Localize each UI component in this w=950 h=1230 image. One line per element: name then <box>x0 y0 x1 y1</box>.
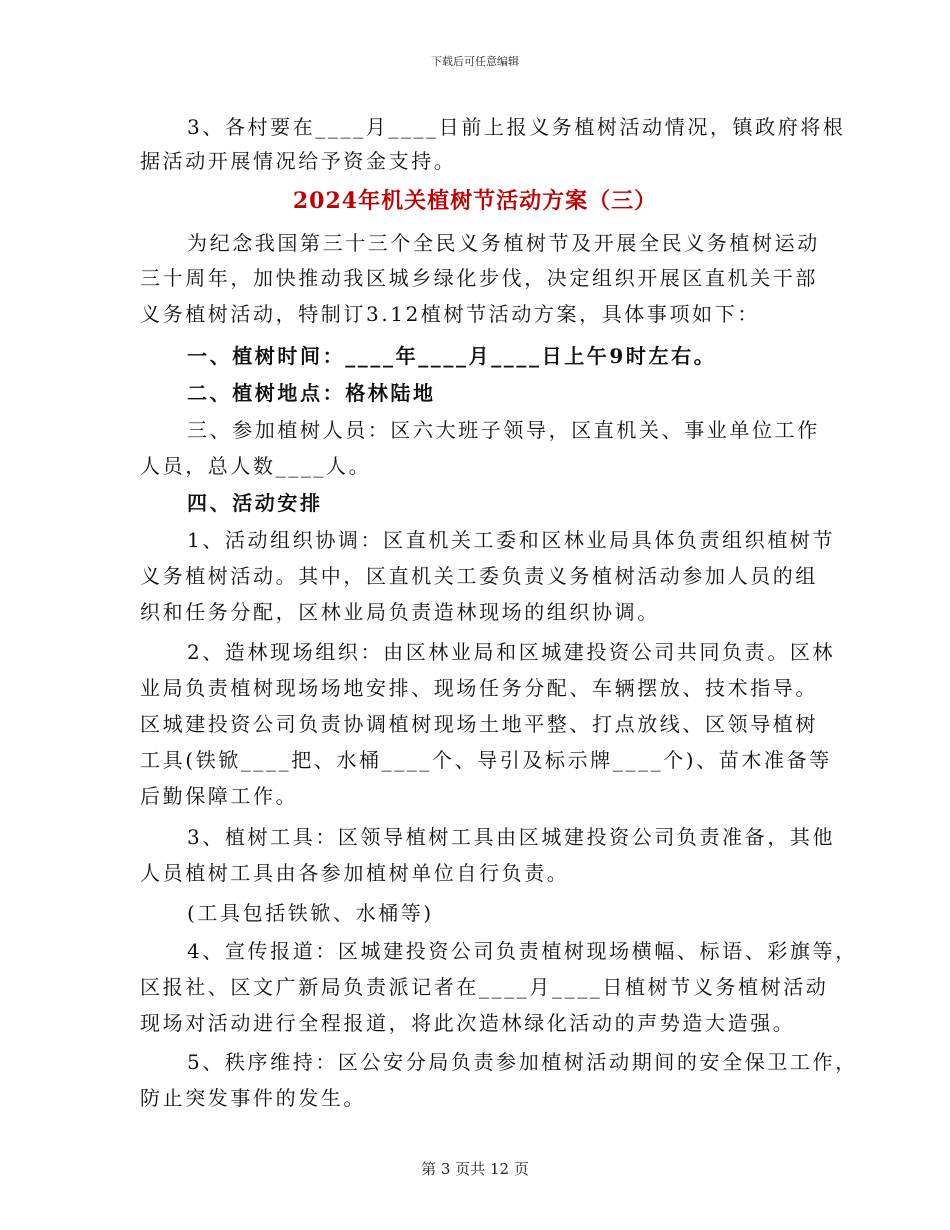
paragraph-line: 人员，总人数____人。 <box>140 454 372 478</box>
paragraph-line: 三十周年，加快推动我区城乡绿化步伐，决定组织开展区直机关干部 <box>140 266 818 290</box>
item-heading: 二、植树地点：格林陆地 <box>187 381 436 405</box>
paragraph-line: 工具(铁锨____把、水桶____个、导引及标示牌____个)、苗木准备等 <box>140 748 832 772</box>
paragraph-line: 防止突发事件的发生。 <box>140 1086 366 1110</box>
paragraph-line: 人员植树工具由各参加植树单位自行负责。 <box>140 861 570 885</box>
section-title: 2024年机关植树节活动方案（三） <box>292 188 658 214</box>
paragraph-line: 2、造林现场组织：由区林业局和区城建投资公司共同负责。区林 <box>187 640 836 664</box>
paragraph-line: 后勤保障工作。 <box>140 784 299 808</box>
paragraph-line: 3、各村要在____月____日前上报义务植树活动情况，镇政府将根 <box>187 115 846 139</box>
paragraph-line: 三、参加植树人员：区六大班子领导，区直机关、事业单位工作 <box>187 418 820 442</box>
paragraph-line: 区城建投资公司负责协调植树现场土地平整、打点放线、区领导植树 <box>140 712 818 736</box>
paragraph-line: 5、秩序维持：区公安分局负责参加植树活动期间的安全保卫工作， <box>187 1050 858 1074</box>
paragraph-line: 义务植树活动，特制订3.12植树节活动方案，具体事项如下： <box>140 302 760 326</box>
paragraph-line: 1、活动组织协调：区直机关工委和区林业局具体负责组织植树节 <box>187 528 836 552</box>
paragraph-line: 现场对活动进行全程报道，将此次造林绿化活动的声势造大造强。 <box>140 1011 796 1035</box>
paragraph-line: 为纪念我国第三十三个全民义务植树节及开展全民义务植树运动 <box>187 231 820 255</box>
page-number: 第 3 页共 12 页 <box>421 1160 529 1178</box>
paragraph-line: 3、植树工具：区领导植树工具由区城建投资公司负责准备，其他 <box>187 825 836 849</box>
paragraph-line: 4、宣传报道：区城建投资公司负责植树现场横幅、标语、彩旗等， <box>187 939 858 963</box>
paragraph-line: 业局负责植树现场场地安排、现场任务分配、车辆摆放、技术指导。 <box>140 676 818 700</box>
paragraph-line: 区报社、区文广新局负责派记者在____月____日植树节义务植树活动 <box>140 975 829 999</box>
paragraph-line: (工具包括铁锨、水桶等) <box>187 901 434 925</box>
item-heading: 一、植树时间：____年____月____日上午9时左右。 <box>187 344 717 368</box>
paragraph-line: 据活动开展情况给予资金支持。 <box>140 149 457 173</box>
paragraph-line: 义务植树活动。其中，区直机关工委负责义务植树活动参加人员的组 <box>140 564 818 588</box>
page-header: 下载后可任意编辑 <box>431 55 519 68</box>
paragraph-line: 织和任务分配，区林业局负责造林现场的组织协调。 <box>140 600 660 624</box>
item-heading: 四、活动安排 <box>187 491 323 515</box>
